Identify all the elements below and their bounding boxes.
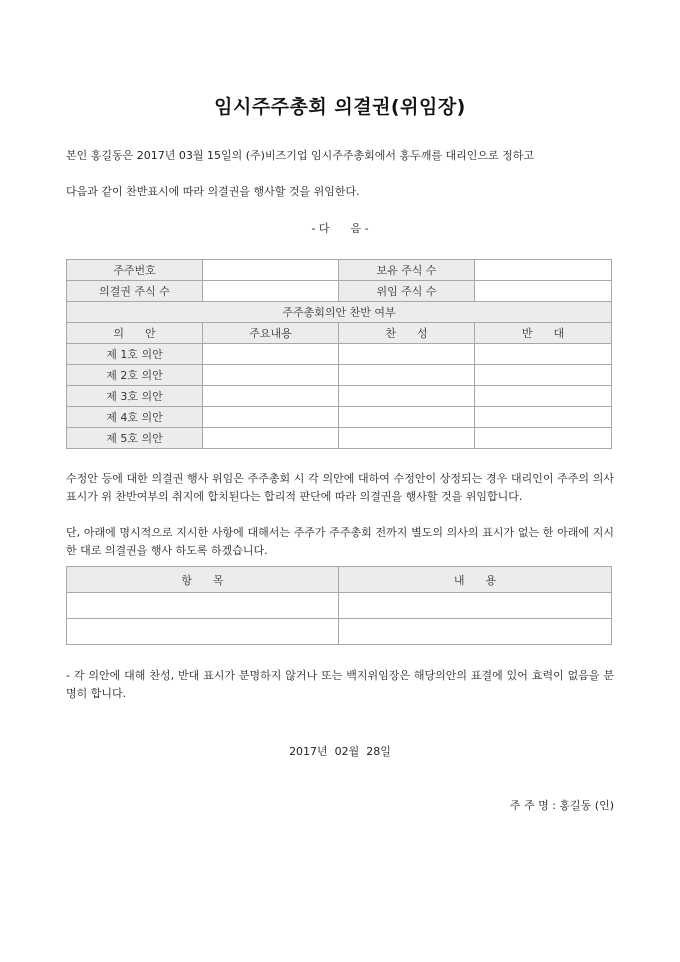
item-cell[interactable]: [67, 593, 339, 619]
col-instruction-content-header: 내 용: [339, 567, 612, 593]
shareholder-no-label: 주주번호: [67, 260, 203, 281]
document-title: 임시주주총회 의결권(위임장): [214, 96, 466, 118]
voting-shares-field[interactable]: [203, 281, 339, 302]
table-row: [67, 281, 612, 302]
agenda-for-cell[interactable]: [339, 344, 475, 365]
delegated-shares-field[interactable]: [475, 281, 612, 302]
instruction-content-cell[interactable]: [339, 619, 612, 645]
agenda-against-cell[interactable]: [475, 365, 612, 386]
vote-table: [66, 259, 612, 449]
agenda-content-cell[interactable]: [203, 407, 339, 428]
agenda-against-cell[interactable]: [475, 428, 612, 449]
agenda-label: 제 2호 의안: [67, 365, 203, 386]
table-row: [67, 407, 612, 428]
table-row: [67, 344, 612, 365]
shareholder-no-field[interactable]: [203, 260, 339, 281]
agenda-against-cell[interactable]: [475, 344, 612, 365]
agenda-content-cell[interactable]: [203, 365, 339, 386]
agenda-for-cell[interactable]: [339, 407, 475, 428]
instruction-table: [66, 566, 612, 645]
table-row: [67, 428, 612, 449]
held-shares-field[interactable]: [475, 260, 612, 281]
col-item-header: 항 목: [67, 567, 339, 593]
col-against-header: 반 대: [475, 323, 612, 344]
col-for-header: 찬 성: [339, 323, 475, 344]
section-title: 주주총회의안 찬반 여부: [67, 302, 612, 323]
instruction-content-cell[interactable]: [339, 593, 612, 619]
table-header-row: [67, 567, 612, 593]
table-row: [67, 593, 612, 619]
col-content-header: 주요내용: [203, 323, 339, 344]
agenda-against-cell[interactable]: [475, 407, 612, 428]
validity-note: - 각 의안에 대해 찬성, 반대 표시가 분명하지 않거나 또는 백지위임장은 해당의안의 표결에 있어 효력이 없음을 분명히 합니다.: [66, 669, 614, 700]
intro-line-1: 본인 홍길동은 2017년 03월 15일의 (주)비즈기업 임시주주총회에서 홍두깨를 대리인으로 정하고: [66, 149, 534, 162]
instruction-paragraph: 단, 아래에 명시적으로 지시한 사항에 대해서는 주주가 주주총회 전까지 별도의 의사의 표시가 없는 한 아래에 지시한 대로 의결권을 행사 하도록 하겠습니다.: [66, 526, 614, 557]
agenda-against-cell[interactable]: [475, 386, 612, 407]
agenda-content-cell[interactable]: [203, 428, 339, 449]
col-agenda-header: 의 안: [67, 323, 203, 344]
agenda-label: 제 5호 의안: [67, 428, 203, 449]
agenda-for-cell[interactable]: [339, 386, 475, 407]
agenda-label: 제 1호 의안: [67, 344, 203, 365]
table-row: [67, 386, 612, 407]
table-header-row: [67, 323, 612, 344]
voting-shares-label: 의결권 주식 수: [67, 281, 203, 302]
sub-heading: - 다 음 -: [311, 222, 369, 235]
agenda-content-cell[interactable]: [203, 386, 339, 407]
item-cell[interactable]: [67, 619, 339, 645]
agenda-label: 제 3호 의안: [67, 386, 203, 407]
agenda-content-cell[interactable]: [203, 344, 339, 365]
agenda-label: 제 4호 의안: [67, 407, 203, 428]
delegation-paragraph: 수정안 등에 대한 의결권 행사 위임은 주주총회 시 각 의안에 대하여 수정안이 상정되는 경우 대리인이 주주의 의사 표시가 위 찬반여부의 취지에 합치된다는 합리적 판단에 따라 의결권을 행사할 것을 위임합니다.: [66, 472, 614, 503]
document-date: 2017년 02월 28일: [289, 745, 391, 758]
agenda-for-cell[interactable]: [339, 428, 475, 449]
intro-line-2: 다음과 같이 찬반표시에 따라 의결권을 행사할 것을 위임한다.: [66, 185, 360, 198]
table-row: [67, 260, 612, 281]
table-row: [67, 302, 612, 323]
delegated-shares-label: 위임 주식 수: [339, 281, 475, 302]
agenda-for-cell[interactable]: [339, 365, 475, 386]
held-shares-label: 보유 주식 수: [339, 260, 475, 281]
table-row: [67, 365, 612, 386]
table-row: [67, 619, 612, 645]
shareholder-signature: 주 주 명 : 홍길동 (인): [509, 799, 614, 812]
